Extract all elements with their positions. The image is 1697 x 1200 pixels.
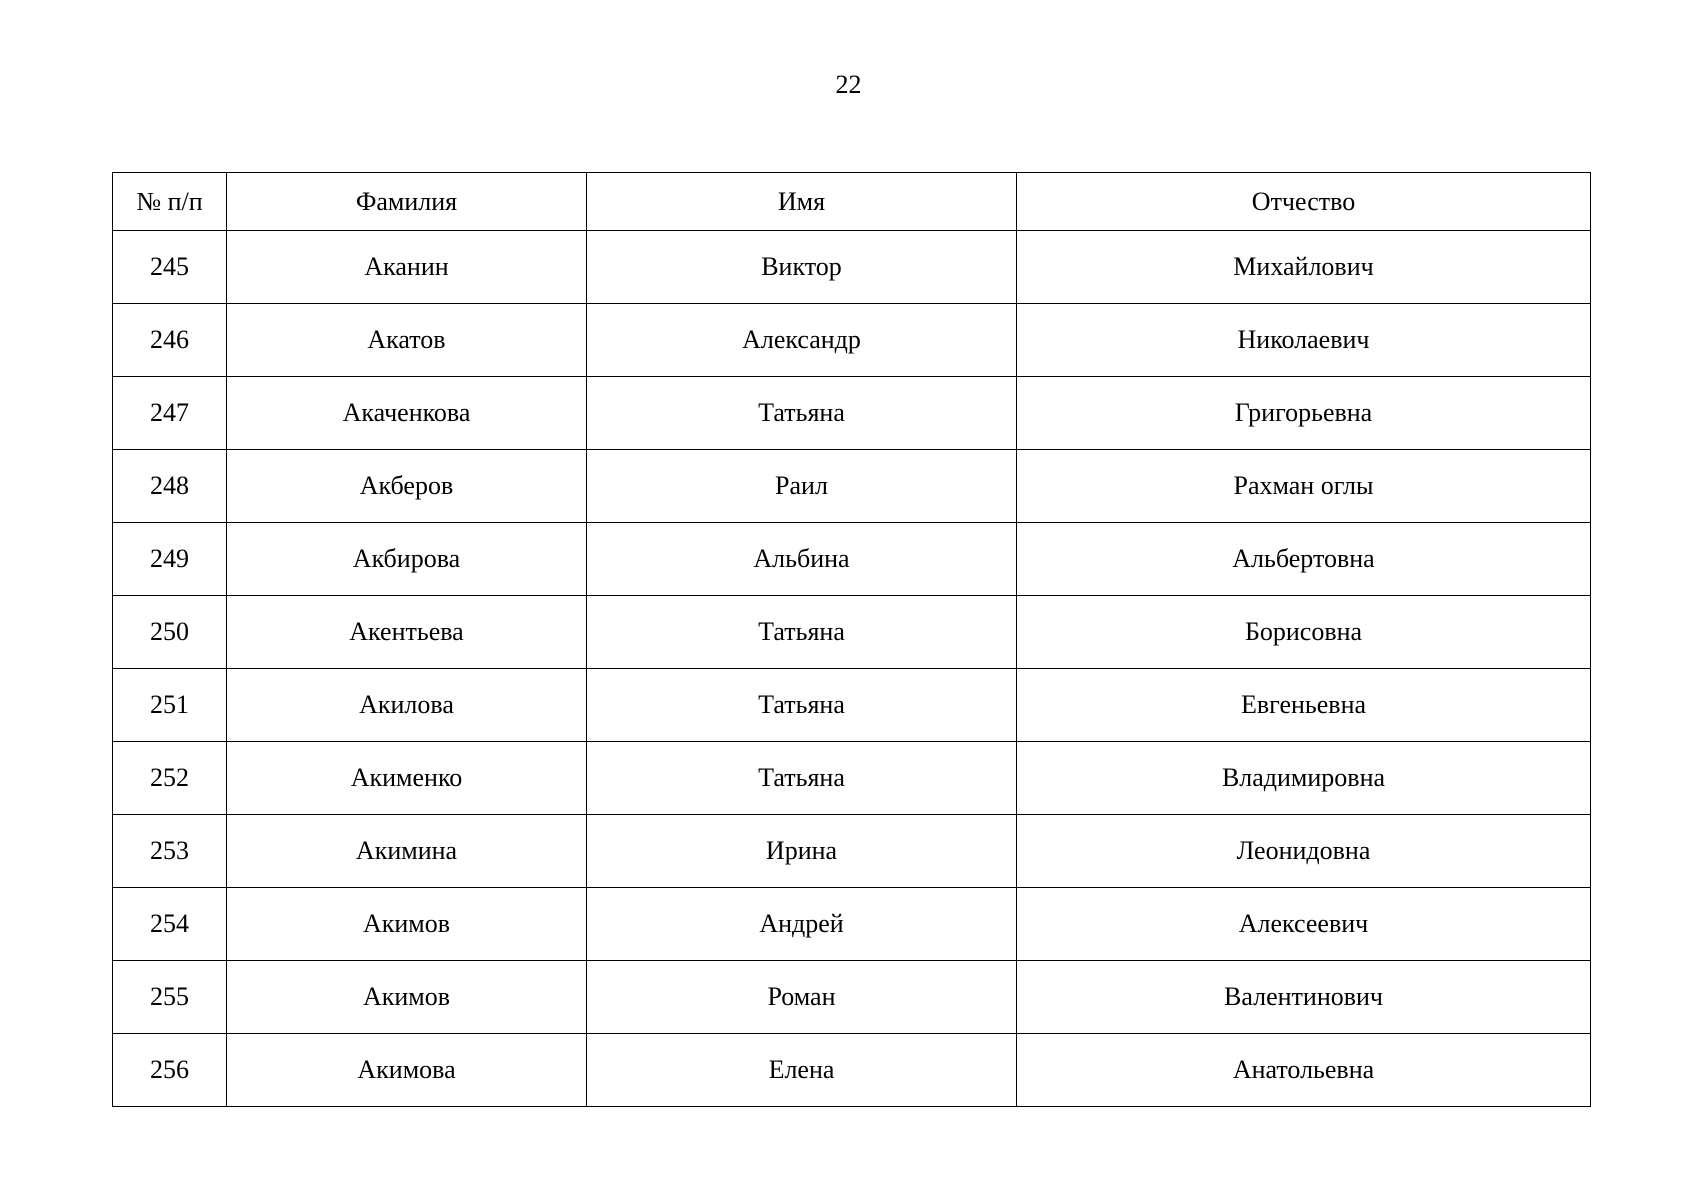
table-row: [113, 815, 1591, 888]
cell-last-name: Акентьева: [227, 596, 587, 669]
table-row: [113, 231, 1591, 304]
cell-first-name: Ирина: [587, 815, 1017, 888]
cell-patronymic: Евгеньевна: [1017, 669, 1591, 742]
cell-num: 256: [113, 1034, 227, 1107]
cell-first-name: Татьяна: [587, 742, 1017, 815]
cell-last-name: Акимов: [227, 888, 587, 961]
header-patronymic: Отчество: [1017, 173, 1591, 231]
cell-patronymic: Алексеевич: [1017, 888, 1591, 961]
cell-last-name: Акимова: [227, 1034, 587, 1107]
cell-first-name: Раил: [587, 450, 1017, 523]
header-first-name: Имя: [587, 173, 1017, 231]
cell-num: 252: [113, 742, 227, 815]
cell-num: 247: [113, 377, 227, 450]
table-row: [113, 450, 1591, 523]
header-last-name: Фамилия: [227, 173, 587, 231]
cell-patronymic: Валентинович: [1017, 961, 1591, 1034]
cell-last-name: Акилова: [227, 669, 587, 742]
cell-patronymic: Григорьевна: [1017, 377, 1591, 450]
cell-first-name: Александр: [587, 304, 1017, 377]
cell-num: 255: [113, 961, 227, 1034]
cell-last-name: Акбирова: [227, 523, 587, 596]
cell-first-name: Виктор: [587, 231, 1017, 304]
table-body: [113, 231, 1591, 1107]
table-row: [113, 304, 1591, 377]
cell-num: 248: [113, 450, 227, 523]
cell-last-name: Акаченкова: [227, 377, 587, 450]
cell-num: 246: [113, 304, 227, 377]
table-header: [113, 173, 1591, 231]
table-row: [113, 742, 1591, 815]
header-num: № п/п: [113, 173, 227, 231]
cell-patronymic: Анатольевна: [1017, 1034, 1591, 1107]
cell-last-name: Акатов: [227, 304, 587, 377]
table-row: [113, 596, 1591, 669]
table-header-row: [113, 173, 1591, 231]
cell-num: 245: [113, 231, 227, 304]
cell-num: 249: [113, 523, 227, 596]
cell-patronymic: Леонидовна: [1017, 815, 1591, 888]
table-row: [113, 1034, 1591, 1107]
roster-table: [112, 172, 1591, 1107]
cell-last-name: Аканин: [227, 231, 587, 304]
cell-num: 251: [113, 669, 227, 742]
cell-first-name: Елена: [587, 1034, 1017, 1107]
cell-patronymic: Рахман оглы: [1017, 450, 1591, 523]
cell-last-name: Акимов: [227, 961, 587, 1034]
cell-patronymic: Николаевич: [1017, 304, 1591, 377]
cell-num: 254: [113, 888, 227, 961]
cell-first-name: Альбина: [587, 523, 1017, 596]
cell-patronymic: Борисовна: [1017, 596, 1591, 669]
table-row: [113, 669, 1591, 742]
cell-last-name: Акименко: [227, 742, 587, 815]
cell-first-name: Андрей: [587, 888, 1017, 961]
cell-patronymic: Альбертовна: [1017, 523, 1591, 596]
table-row: [113, 888, 1591, 961]
cell-num: 253: [113, 815, 227, 888]
cell-patronymic: Михайлович: [1017, 231, 1591, 304]
cell-first-name: Роман: [587, 961, 1017, 1034]
cell-last-name: Акимина: [227, 815, 587, 888]
cell-last-name: Акберов: [227, 450, 587, 523]
cell-patronymic: Владимировна: [1017, 742, 1591, 815]
table-row: [113, 961, 1591, 1034]
table-row: [113, 523, 1591, 596]
page-number: 22: [835, 70, 862, 99]
cell-first-name: Татьяна: [587, 377, 1017, 450]
cell-first-name: Татьяна: [587, 669, 1017, 742]
cell-first-name: Татьяна: [587, 596, 1017, 669]
cell-num: 250: [113, 596, 227, 669]
table-row: [113, 377, 1591, 450]
